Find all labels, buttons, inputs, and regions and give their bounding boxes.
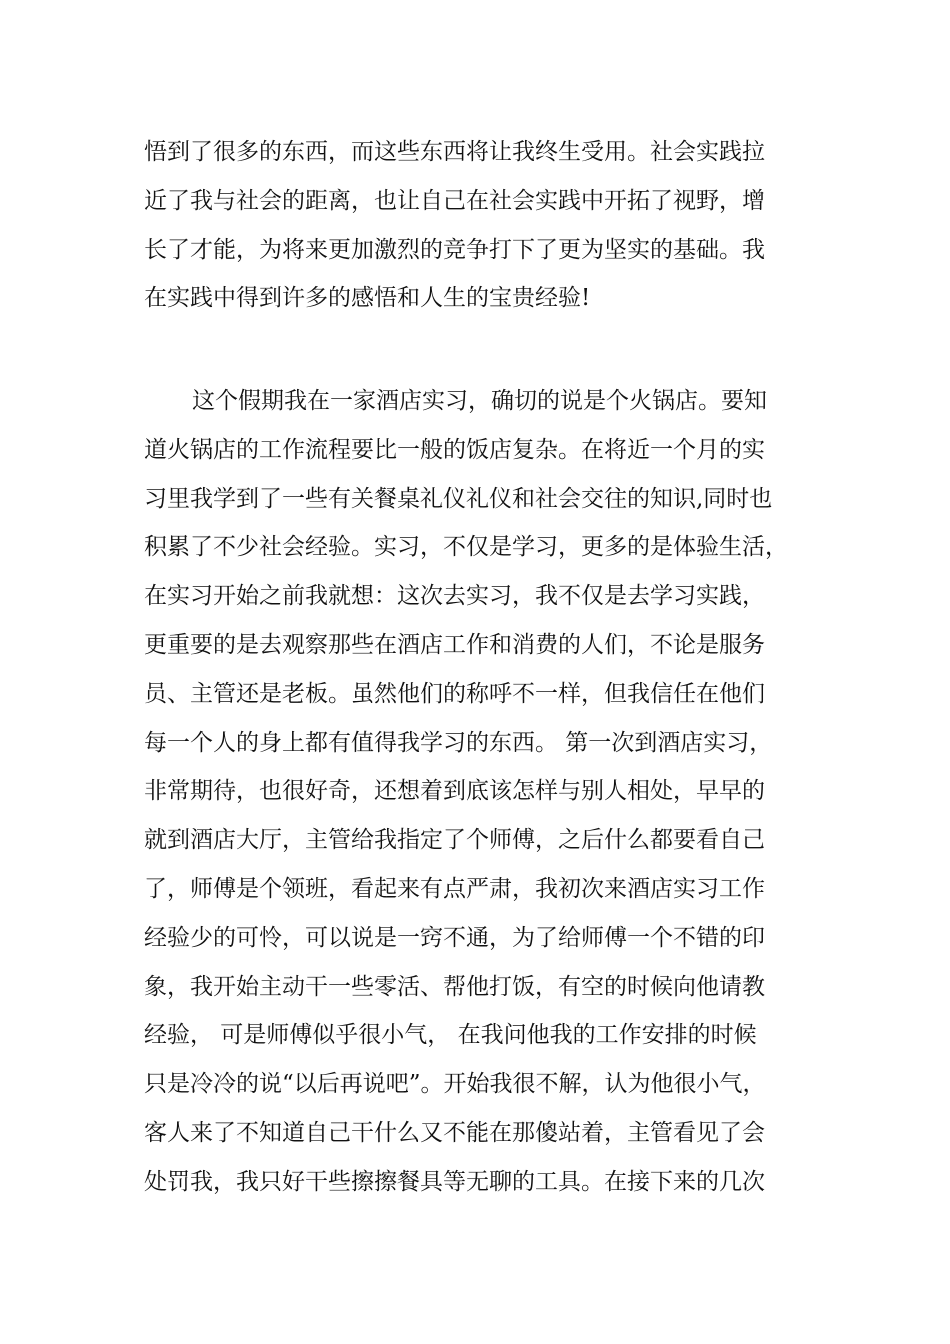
text-line: 每一个人的身上都有值得我学习的东西。 第一次到酒店实习， [144, 729, 773, 756]
text-line: 象，我开始主动干一些零活、帮他打饭，有空的时候向他请教 [144, 973, 765, 1000]
text-line: 这个假期我在一家酒店实习，确切的说是个火锅店。要知 [192, 388, 767, 414]
text-line: 非常期待，也很好奇，还想着到底该怎样与别人相处，早早的 [144, 778, 765, 805]
text-line: 了，师傅是个领班，看起来有点严肃，我初次来酒店实习工作 [144, 875, 765, 902]
text-line: 处罚我，我只好干些擦擦餐具等无聊的工具。在接下来的几次 [144, 1168, 765, 1195]
text-line: 客人来了不知道自己干什么又不能在那傻站着，主管看见了会 [144, 1119, 765, 1146]
text-line: 就到酒店大厅，主管给我指定了个师傅，之后什么都要看自己 [144, 827, 765, 854]
text-line: 道火锅店的工作流程要比一般的饭店复杂。在将近一个月的实 [144, 436, 765, 463]
text-line: 习里我学到了一些有关餐桌礼仪礼仪和社会交往的知识,同时也 [144, 485, 773, 512]
text-line: 悟到了很多的东西，而这些东西将让我终生受用。社会实践拉 [144, 139, 765, 165]
paragraph-2 [144, 377, 824, 1207]
text-line: 员、主管还是老板。虽然他们的称呼不一样，但我信任在他们 [144, 680, 765, 707]
text-line: 积累了不少社会经验。实习，不仅是学习，更多的是体验生活， [144, 534, 788, 561]
text-line: 只是冷冷的说“以后再说吧”。开始我很不解，认为他很小气， [144, 1071, 766, 1098]
text-line: 经验， 可是师傅似乎很小气， 在我问他我的工作安排的时候 [144, 1022, 757, 1049]
text-line: 更重要的是去观察那些在酒店工作和消费的人们，不论是服务 [144, 631, 765, 658]
paragraph-1 [144, 128, 824, 323]
text-line: 经验少的可怜，可以说是一窍不通，为了给师傅一个不错的印 [144, 924, 765, 951]
text-line: 长了才能，为将来更加激烈的竞争打下了更为坚实的基础。我 [144, 236, 765, 263]
text-line: 在实践中得到许多的感悟和人生的宝贵经验! [144, 285, 591, 312]
text-line: 在实习开始之前我就想：这次去实习，我不仅是去学习实践， [144, 583, 765, 610]
text-line: 近了我与社会的距离，也让自己在社会实践中开拓了视野，增 [144, 187, 765, 214]
